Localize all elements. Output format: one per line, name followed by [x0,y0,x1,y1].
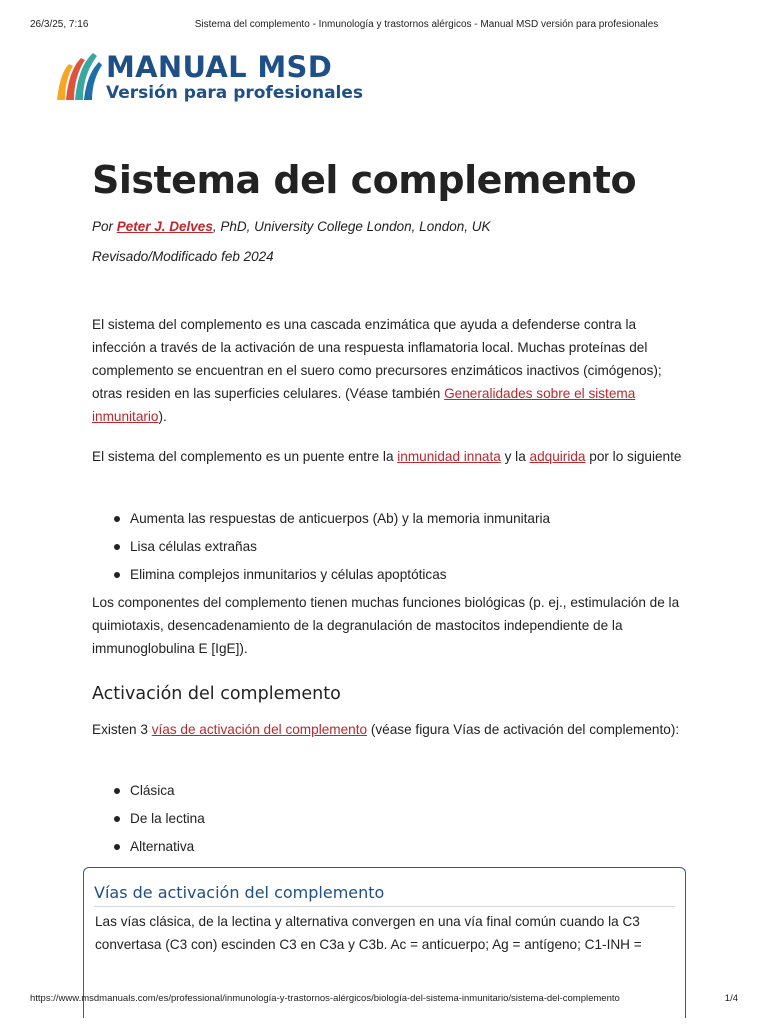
bridge-text-2: y la [500,449,530,464]
figure-caption: Las vías clásica, de la lectina y alternativa convergen en una vía final común cuando la C3 convertasa (C3 con) escinden C3 en C3a y C3b. Ac = anticuerpo; Ag = antígeno; C1-INH = [95,914,642,952]
manual-msd-logo[interactable] [55,50,364,104]
link-vias-activacion[interactable]: vías de activación del complemento [151,722,368,737]
revision-date: Revisado/Modificado feb 2024 [92,249,274,264]
list-item: De la lectina [92,805,682,833]
components-paragraph: Los componentes del complemento tienen muchas funciones biológicas (p. ej., estimulación de la quimiotaxis, desencadenamiento de la degranulación de mastocitos independiente de la immunoglobulina E [IgE]). [92,595,680,656]
link-generalidades-sistema-inmunitario[interactable]: Generalidades sobre el sistema inmunitario [92,386,636,424]
intro-text-end: ). [158,409,167,424]
print-header [0,19,768,33]
logo-brand-text: MANUAL MSD [106,50,333,84]
list-item: Aumenta las respuestas de anticuerpos (Ab) y la memoria inmunitaria [92,505,682,533]
bridge-paragraph [92,445,682,468]
activation-text-1: Existen 3 [92,722,152,737]
figure-divider [94,906,675,907]
list-item: Alternativa [92,833,682,861]
byline-affiliation: , PhD, University College London, London, UK [212,219,491,234]
print-url: https://www.msdmanuals.com/es/professional/inmunología-y-trastornos-alérgicos/biología-del-sistema-inmunitario/sistema-del-complemento [30,993,620,1004]
bridge-text-3: por lo siguiente [585,449,682,464]
byline [92,218,491,236]
print-footer [0,993,768,1007]
intro-text: El sistema del complemento es una cascada enzimática que ayuda a defenderse contra la infección a través de la activación de una respuesta inflamatoria local. Muchas proteínas del complemento se encuentran en el suero como precursores enzimáticos inactivos (cimógenos); otras residen en las superficies celulares. (Véase también [92,317,662,401]
activation-paragraph [92,718,682,741]
section-heading-activacion: Activación del complemento [92,684,341,704]
intro-paragraph [92,313,682,428]
print-document-title: Sistema del complemento - Inmunología y trastornos alérgicos - Manual MSD versión para profesionales [194,19,659,30]
list-item: Clásica [92,777,682,805]
link-adquirida[interactable]: adquirida [529,449,586,464]
page-number: 1/4 [724,993,738,1004]
byline-prefix: Por [92,219,117,234]
activation-text-2: (véase figura Vías de activación del complemento): [367,722,680,737]
logo-subtitle: Versión para profesionales [106,83,364,103]
list-item: Elimina complejos inmunitarios y células apoptóticas [92,561,682,589]
list-item: Lisa células extrañas [92,533,682,561]
page-title: Sistema del complemento [92,158,637,202]
author-link[interactable]: Peter J. Delves [116,219,213,234]
link-inmunidad-innata[interactable]: inmunidad innata [397,449,501,464]
figure-title[interactable]: Vías de activación del complemento [94,883,385,902]
msd-logo-icon [55,50,103,102]
functions-list [92,505,682,589]
print-timestamp: 26/3/25, 7:16 [30,19,89,30]
pathways-list [92,777,682,861]
bridge-text-1: El sistema del complemento es un puente entre la [92,449,398,464]
